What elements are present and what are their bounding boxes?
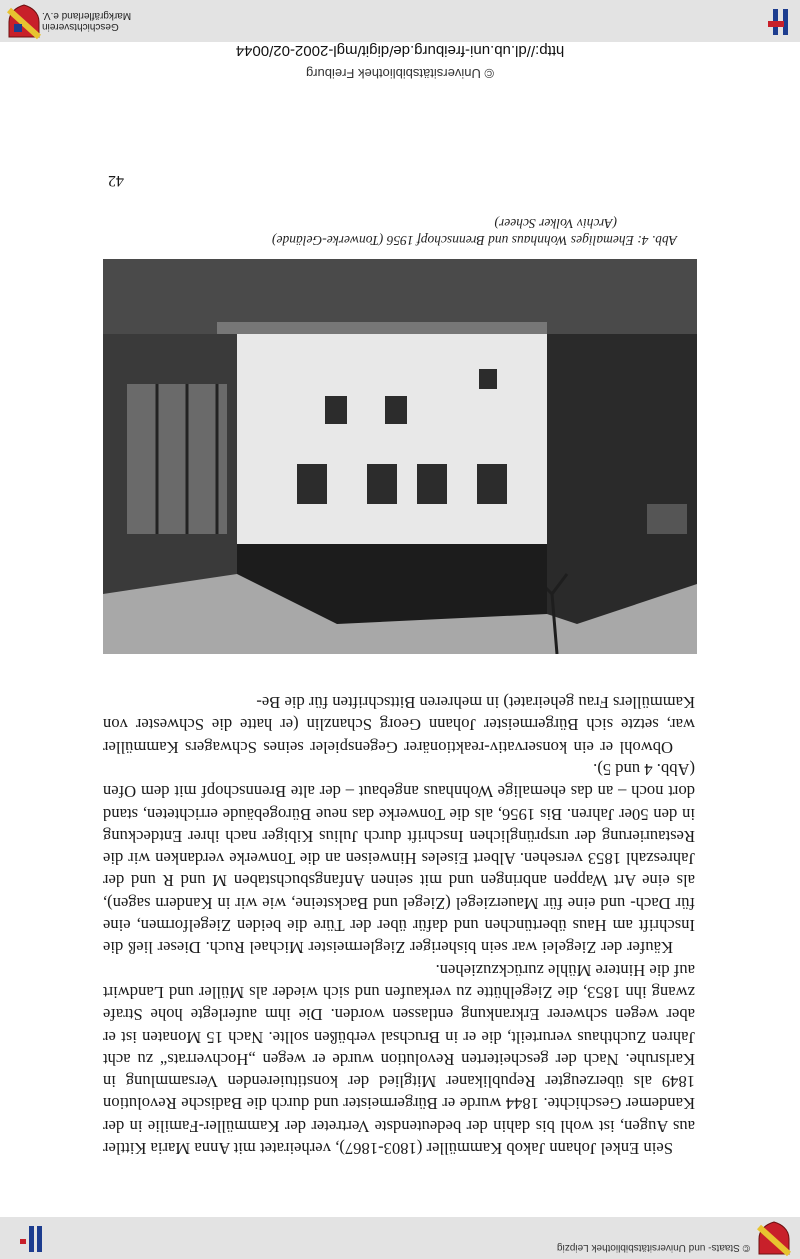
coat-of-arms-icon [756,1221,792,1257]
university-logo-icon [18,1224,44,1254]
header-left-caption: © Staats- und Universitätsbibliothek Leipzig [556,1242,750,1253]
library-credit: © Universitätsbibliothek Freiburg [305,66,495,81]
footer-right-caption: Geschichtsverein Markgräflerland e.V. [42,10,132,32]
coat-of-arms-icon [6,4,42,40]
caption-title: Abb. 4: Ehemaliges Wohnhaus und Brennschopf 1956 (Tonwerke-Gelände) [272,233,677,248]
figure-caption [103,215,695,249]
paragraph: Käufer der Ziegelei war sein bisheriger Zieglermeister Michael Ruch. Dieser ließ die Inschrift am Haus übertünchen und dafür über der Türe die beiden Ziegelformen, eine für Dach- und eine für Mauerziegel (Ziegel und Backsteine, wie wir in Kandern sagen), als eine Art Wappen anbringen und mit seinen Anfangsbuchstaben M und R und der Jahreszahl 1853 versehen. Albert Eiseles Hinweisen an die Tonwerke verdanken wir die Restaurierung der ursprünglichen Inschrift durch Julius Kibiger nach ihrer Entdeckung in den 50er Jahren. Bis 1956, als die Tonwerke das neue Bürogebäude errichteten, stand dort noch – an das ehemalige Wohnhaus angebaut – der alte Brennschopf mit dem Ofen (Abb. 4 und 5). [103,759,695,958]
source-url[interactable]: http://dl.ub.uni-freiburg.de/digit/mgl-2002-02/0044 [235,42,565,59]
header-bar [0,1217,800,1259]
article-body [103,691,695,1159]
caption-credit: (Archiv Volker Scheer) [494,216,617,231]
paragraph: Obwohl er ein konservativ-reaktionärer Gegenspieler seines Schwagers Kammüller war, setzte sich Bürgermeister Johann Georg Schanzlin (er hatte die Schwester von Kammüllers Frau geheiratet) in mehreren Bittschriften für die Be- [103,693,695,757]
university-logo-icon [766,7,792,37]
footer-bar [0,0,800,42]
historical-photo [103,259,697,654]
page-number: 42 [108,172,124,189]
paragraph: Sein Enkel Johann Jakob Kammüller (1803-1867), verheiratet mit Anna Maria Kittler aus Augen, ist wohl bis dahin der bedeutendste Vertreter der Kammüller-Familie in der Kandemer Geschichte. 1844 wurde er Bürgermeister und durch die Badische Revolution 1849 als überzeugter Republikaner Mitglied der konstituierenden Versammlung in Karlsruhe. Nach der gescheiterten Revolution wurde er wegen „Hochverrats“ zu acht Jahren Zuchthaus verurteilt, die er in Bruchsal verbüßen sollte. Nach 15 Monaten ist er aber wegen schwerer Erkrankung entlassen worden. Die ihm auferlegte hohe Strafe zwang ihn 1853, die Ziegelhütte zu verkaufen und sich wieder als Müller und Landwirt auf die Hintere Mühle zurückzuziehen. [103,960,695,1158]
